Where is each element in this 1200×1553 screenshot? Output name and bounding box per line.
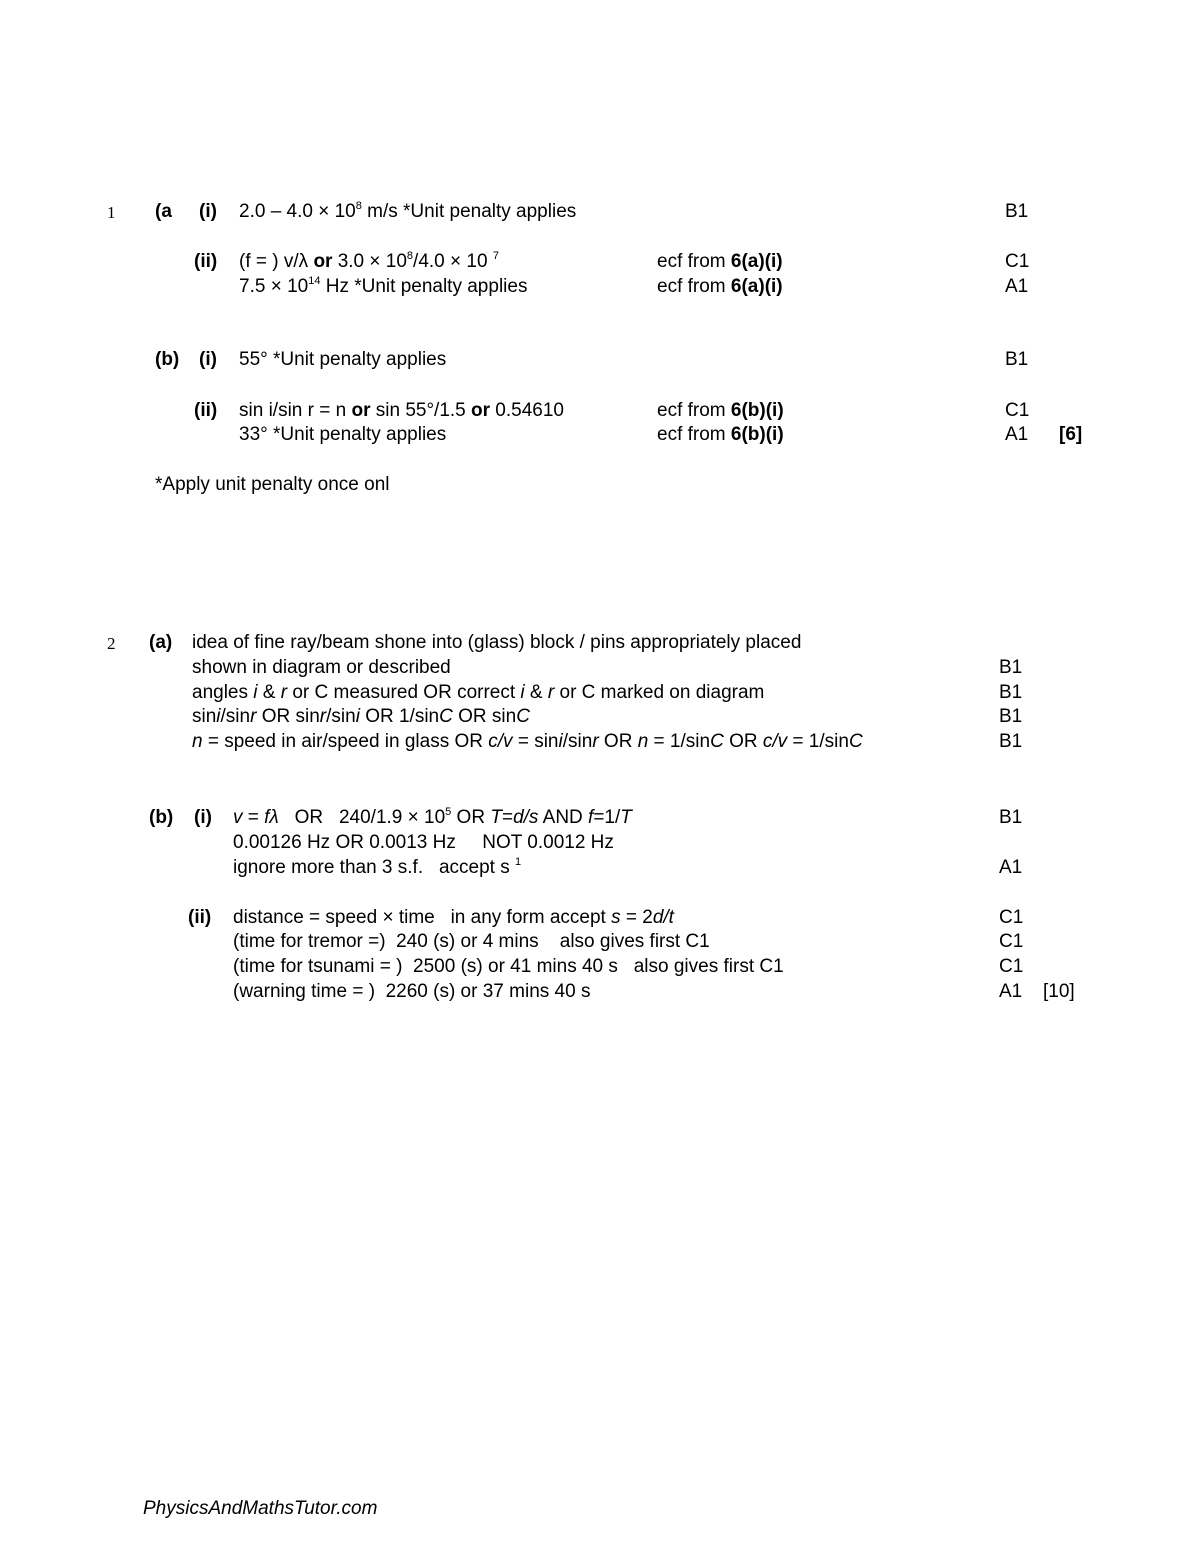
q1-part-a-label: (a (155, 201, 172, 222)
q1-a-ii-ecf-1: ecf from 6(a)(i) (657, 251, 783, 272)
q2-b-i-line-3: ignore more than 3 s.f. accept s $^1$ (233, 855, 522, 878)
q2-b-i-line-2: 0.00126 Hz OR 0.0013 Hz NOT 0.0012 Hz (233, 832, 614, 853)
q1-total-marks: [6] (1059, 424, 1083, 445)
q2-b-i-label: (i) (194, 807, 212, 828)
q2-a-line-3: angles i & r or C measured OR correct i & r or C marked on diagram (192, 682, 765, 703)
q2-b-i-line-1: v = fλ OR $240/1.9 \times 10^5$ OR T=d/s AND f=1/T (233, 805, 632, 828)
q2-a-line-1: idea of fine ray/beam shone into (glass) block / pins appropriately placed (192, 632, 802, 653)
q1-b-i-mark: B1 (1005, 349, 1029, 370)
question-1-number: 1 (107, 203, 116, 222)
q1-a-ii-mark-2: A1 (1005, 276, 1029, 297)
q1-a-i-answer: $2.0 - 4.0 \times 10^8$ m/s *Unit penalty applies (239, 199, 577, 222)
q1-a-ii-answer-2: $7.5 \times 10^{14}$ Hz *Unit penalty applies (239, 274, 528, 297)
q1-a-ii-mark-1: C1 (1005, 251, 1030, 272)
q2-part-a-label: (a) (149, 632, 173, 653)
q2-part-b-label: (b) (149, 807, 174, 828)
q2-b-ii-line-4: (warning time = ) 2260 (s) or 37 mins 40 s (233, 981, 591, 1002)
q1-a-i-mark: B1 (1005, 201, 1029, 222)
question-2-number: 2 (107, 634, 116, 653)
q1-b-ii-ecf-1: ecf from 6(b)(i) (657, 400, 784, 421)
q1-a-ii-label: (ii) (194, 251, 218, 272)
q2-a-mark-5: B1 (999, 731, 1023, 752)
q1-b-ii-label: (ii) (194, 400, 218, 421)
q2-b-ii-line-2: (time for tremor =) 240 (s) or 4 mins also gives first C1 (233, 931, 710, 952)
q1-b-i-label: (i) (199, 349, 217, 370)
q1-b-ii-answer-2: 33° *Unit penalty applies (239, 424, 447, 445)
q2-total-marks: [10] (1043, 981, 1075, 1002)
q1-b-ii-ecf-2: ecf from 6(b)(i) (657, 424, 784, 445)
q2-b-ii-line-3: (time for tsunami = ) 2500 (s) or 41 mins 40 s also gives first C1 (233, 956, 784, 977)
q2-b-i-mark-1: B1 (999, 807, 1023, 828)
q1-a-ii-ecf-2: ecf from 6(a)(i) (657, 276, 783, 297)
q2-b-ii-mark-3: C1 (999, 956, 1024, 977)
q1-b-ii-mark-1: C1 (1005, 400, 1030, 421)
q1-part-b-label: (b) (155, 349, 180, 370)
q2-b-ii-label: (ii) (188, 907, 212, 928)
q2-b-ii-mark-4: A1 (999, 981, 1023, 1002)
q2-a-line-4: sini/sinr OR sinr/sini OR 1/sinC OR sinC (192, 706, 530, 727)
footer-site-name: PhysicsAndMathsTutor.com (143, 1498, 378, 1519)
q2-a-mark-4: B1 (999, 706, 1023, 727)
q2-b-ii-line-1: distance = speed × time in any form accept s = 2d/t (233, 907, 674, 928)
q1-b-ii-mark-2: A1 (1005, 424, 1029, 445)
q2-a-line-5: n = speed in air/speed in glass OR c/v = sini/sinr OR n = 1/sinC OR c/v = 1/sinC (192, 731, 863, 752)
q1-a-i-label: (i) (199, 201, 217, 222)
q1-unit-penalty-note: *Apply unit penalty once onl (155, 474, 390, 495)
q1-b-i-answer: 55° *Unit penalty applies (239, 349, 447, 370)
q2-a-mark-2: B1 (999, 657, 1023, 678)
q2-b-ii-mark-1: C1 (999, 907, 1024, 928)
q2-a-mark-3: B1 (999, 682, 1023, 703)
q1-a-ii-answer-1: (f = ) v/λ or $3.0 \times 10^8/4.0 \times 10$ $^7$ (239, 249, 499, 272)
q2-b-ii-mark-2: C1 (999, 931, 1024, 952)
q2-a-line-2: shown in diagram or described (192, 657, 451, 678)
q2-b-i-mark-3: A1 (999, 857, 1023, 878)
q1-b-ii-answer-1: sin i/sin r = n or sin 55°/1.5 or 0.54610 (239, 400, 564, 421)
